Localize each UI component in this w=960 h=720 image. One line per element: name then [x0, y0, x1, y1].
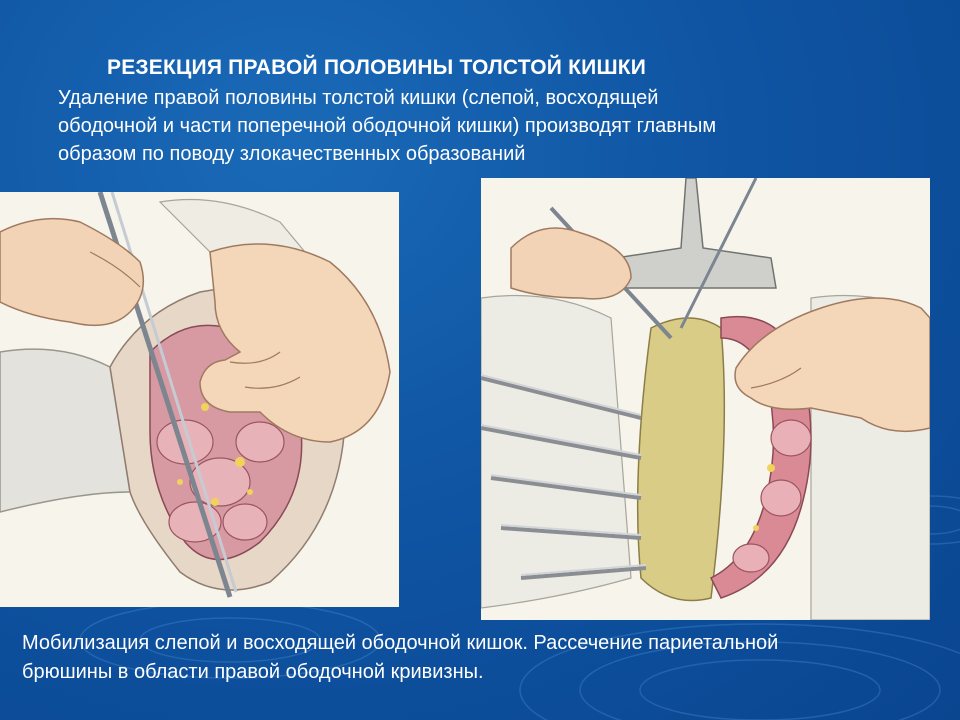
caption-line: брюшины в области правой ободочной кривизны.	[22, 661, 484, 683]
surgery-retractor-illustration-icon	[481, 178, 930, 620]
intro-text	[58, 84, 858, 168]
caption-text	[22, 629, 942, 687]
surgery-mobilization-illustration-icon	[0, 192, 399, 607]
intro-line: Удаление правой половины толстой кишки (слепой, восходящей	[58, 87, 659, 109]
slide-title: РЕЗЕКЦИЯ ПРАВОЙ ПОЛОВИНЫ ТОЛСТОЙ КИШКИ	[107, 56, 647, 79]
right-illustration-panel	[481, 178, 930, 620]
caption-line: Мобилизация слепой и восходящей ободочной кишок. Рассечение париетальной	[22, 632, 779, 654]
left-illustration-panel	[0, 192, 399, 607]
intro-line: ободочной и части поперечной ободочной кишки) производят главным	[58, 115, 717, 137]
intro-line: образом по поводу злокачественных образований	[58, 143, 526, 165]
